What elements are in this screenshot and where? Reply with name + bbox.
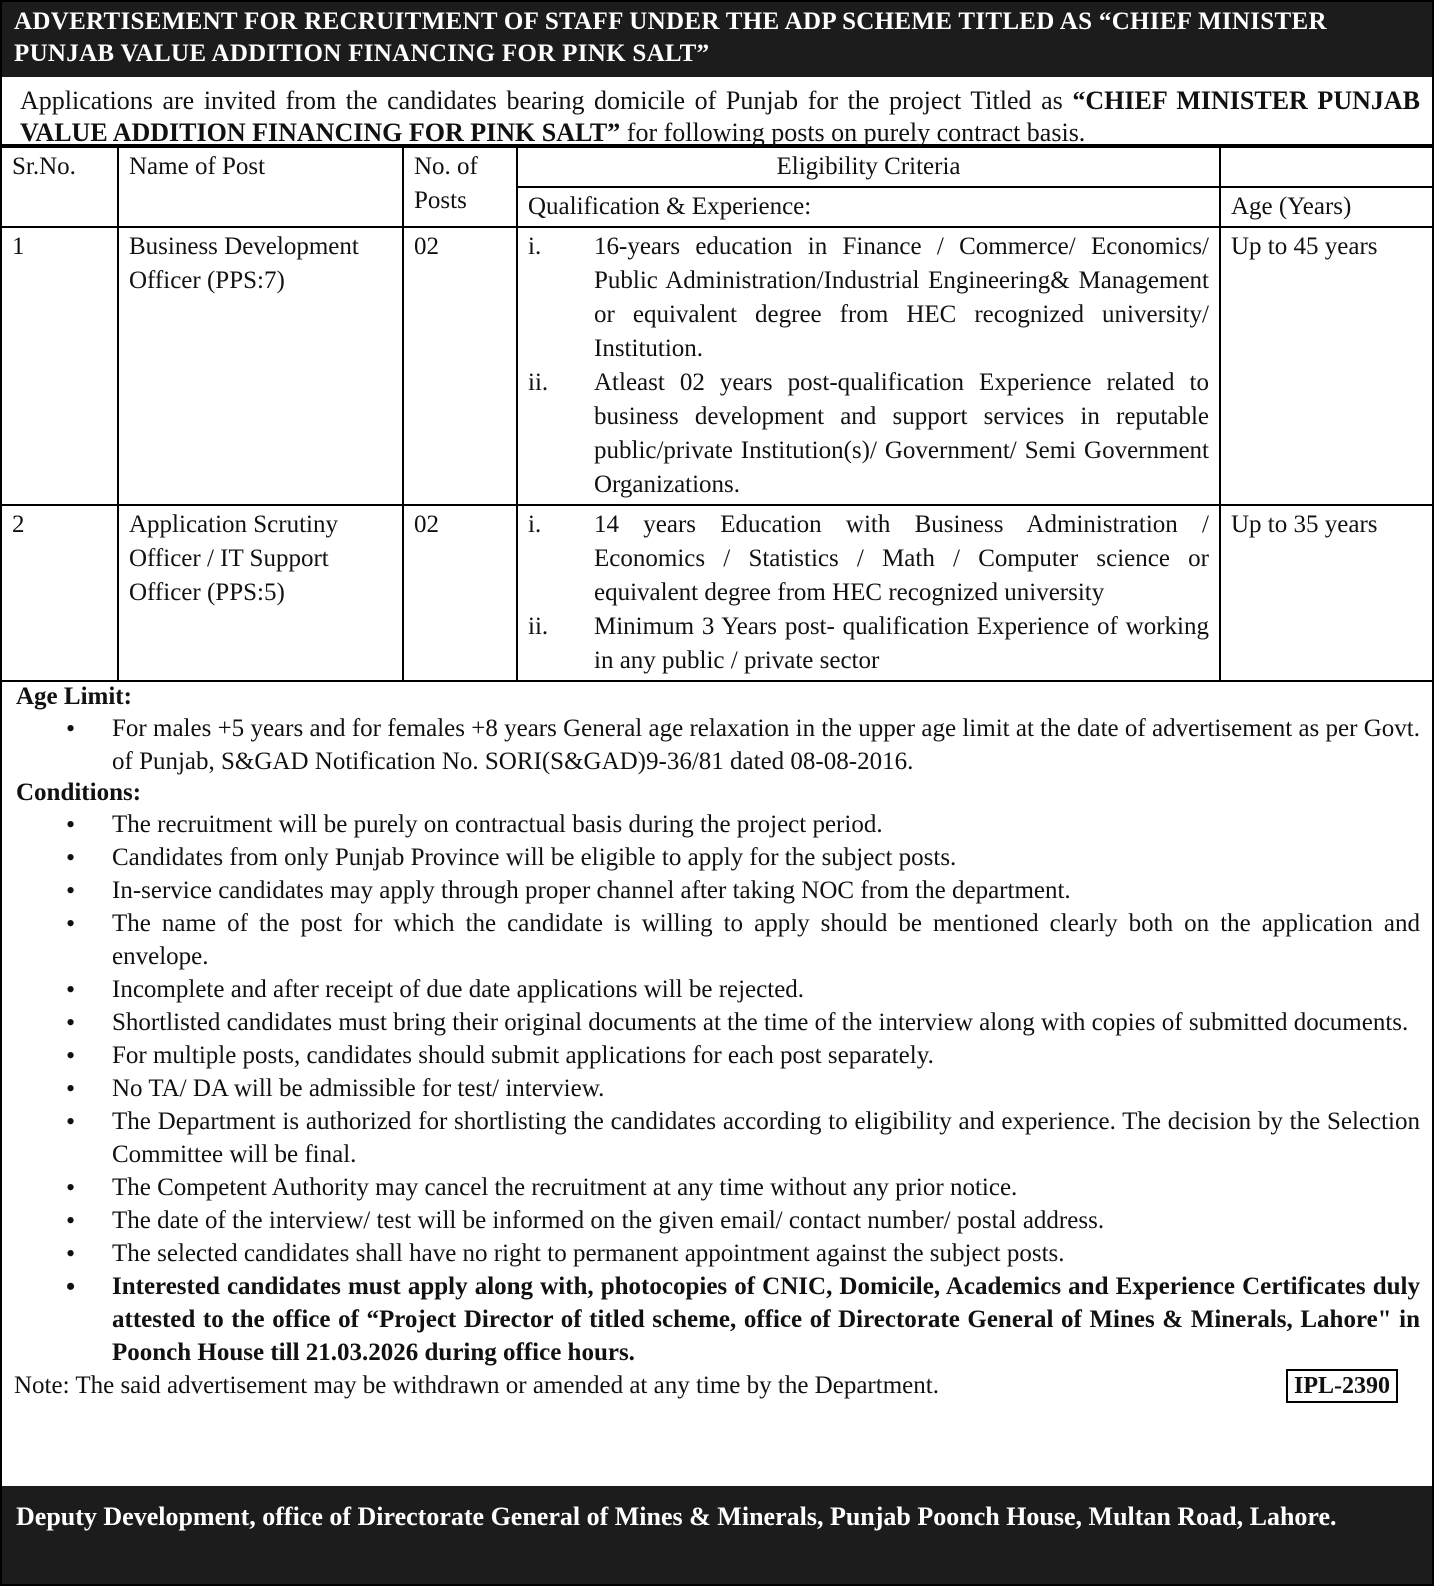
list-item-apply-instructions: • Interested candidates must apply along with, photocopies of CNIC, Domicile, Academics and Experience Certificates duly attested to the office of “Project Director of titled scheme, office of Directorate General of Mines & Minerals, Lahore" in Poonch House till 21.03.2026 during office hours. — [16, 1270, 1420, 1369]
intro-text-before: Applications are invited from the candidates bearing domicile of Punjab for the project Titled as — [20, 86, 1073, 115]
list-item: • The date of the interview/ test will be informed on the given email/ contact number/ postal address. — [16, 1204, 1420, 1237]
header-eligibility: Eligibility Criteria — [517, 147, 1220, 187]
footer-address: Deputy Development, office of Directorate General of Mines & Minerals, Punjab Poonch House, Multan Road, Lahore. — [2, 1486, 1432, 1584]
header-age: Age (Years) — [1220, 187, 1434, 227]
list-item: • The Department is authorized for shortlisting the candidates according to eligibility and experience. The decision by the Selection Committee will be final. — [16, 1105, 1420, 1171]
ref-code-badge: IPL-2390 — [1286, 1369, 1398, 1403]
header-age-blank — [1220, 147, 1434, 187]
row-1-sr: 1 — [2, 227, 118, 505]
list-item: • Candidates from only Punjab Province will be eligible to apply for the subject posts. — [16, 841, 1420, 874]
criteria-num: ii. — [528, 613, 549, 640]
list-item: • For multiple posts, candidates should submit applications for each post separately. — [16, 1039, 1420, 1072]
header-no-of-posts: No. of Posts — [403, 147, 517, 227]
table-row — [2, 505, 1434, 681]
row-1-criteria — [517, 227, 1220, 505]
criteria-item — [528, 366, 1209, 502]
intro-text-after: for following posts on purely contract basis. — [620, 118, 1086, 147]
age-limit-section — [2, 682, 1432, 778]
conditions-list — [16, 808, 1420, 1369]
list-item: • The Competent Authority may cancel the recruitment at any time without any prior notice. — [16, 1171, 1420, 1204]
criteria-item — [528, 610, 1209, 678]
criteria-text: 14 years Education with Business Administration / Economics / Statistics / Math / Computer science or equivalent degree from HEC recognized university — [594, 511, 1209, 606]
list-item: • No TA/ DA will be admissible for test/ interview. — [16, 1072, 1420, 1105]
criteria-text: 16-years education in Finance / Commerce/ Economics/ Public Administration/Industrial Engineering& Management or equivalent degree from HEC recognized university/ Institution. — [594, 233, 1209, 362]
criteria-num: i. — [528, 511, 542, 538]
intro-project-name: “CHIEF MINISTER PUNJAB VALUE ADDITION FINANCING FOR PINK SALT” — [20, 86, 1420, 147]
row-2-sr: 2 — [2, 505, 118, 681]
note-text: Note: The said advertisement may be withdrawn or amended at any time by the Department. — [14, 1372, 939, 1399]
criteria-item — [528, 230, 1209, 366]
criteria-text: Minimum 3 Years post- qualification Experience of working in any public / private sector — [594, 613, 1209, 674]
row-2-criteria — [517, 505, 1220, 681]
note-row — [2, 1369, 1432, 1403]
table-row — [2, 227, 1434, 505]
list-item: • The name of the post for which the candidate is willing to apply should be mentioned clearly both on the application and envelope. — [16, 907, 1420, 973]
table-header-row — [2, 147, 1434, 187]
criteria-text: Atleast 02 years post-qualification Experience related to business development and support services in reputable public/private Institution(s)/ Government/ Semi Government Organizations. — [594, 369, 1209, 498]
list-item: • The selected candidates shall have no right to permanent appointment against the subject posts. — [16, 1237, 1420, 1270]
posts-table — [2, 146, 1434, 682]
criteria-num: i. — [528, 233, 542, 260]
age-limit-title: Age Limit: — [16, 683, 132, 710]
list-item: • In-service candidates may apply through proper channel after taking NOC from the department. — [16, 874, 1420, 907]
criteria-num: ii. — [528, 369, 549, 396]
header-sr-no: Sr.No. — [2, 147, 118, 227]
row-2-age: Up to 35 years — [1220, 505, 1434, 681]
header-name-of-post: Name of Post — [118, 147, 403, 227]
criteria-item — [528, 508, 1209, 610]
row-2-count: 02 — [403, 505, 517, 681]
list-item: • Shortlisted candidates must bring their original documents at the time of the interview along with copies of submitted documents. — [16, 1006, 1420, 1039]
list-item: • The recruitment will be purely on contractual basis during the project period. — [16, 808, 1420, 841]
list-item: • Incomplete and after receipt of due date applications will be rejected. — [16, 973, 1420, 1006]
row-2-post: Application Scrutiny Officer / IT Support Officer (PPS:5) — [118, 505, 403, 681]
header-qualification: Qualification & Experience: — [517, 187, 1220, 227]
intro-paragraph — [2, 77, 1432, 146]
conditions-section — [2, 778, 1432, 1369]
row-1-age: Up to 45 years — [1220, 227, 1434, 505]
conditions-title: Conditions: — [16, 779, 142, 806]
advertisement-title: ADVERTISEMENT FOR RECRUITMENT OF STAFF UNDER THE ADP SCHEME TITLED AS “CHIEF MINISTER PUNJAB VALUE ADDITION FINANCING FOR PINK SALT” — [2, 2, 1432, 77]
list-item: • For males +5 years and for females +8 years General age relaxation in the upper age limit at the date of advertisement as per Govt. of Punjab, S&GAD Notification No. SORI(S&GAD)9-36/81 dated 08-08-2016. — [16, 712, 1420, 778]
age-limit-list — [16, 712, 1420, 778]
row-1-post: Business Development Officer (PPS:7) — [118, 227, 403, 505]
row-1-count: 02 — [403, 227, 517, 505]
